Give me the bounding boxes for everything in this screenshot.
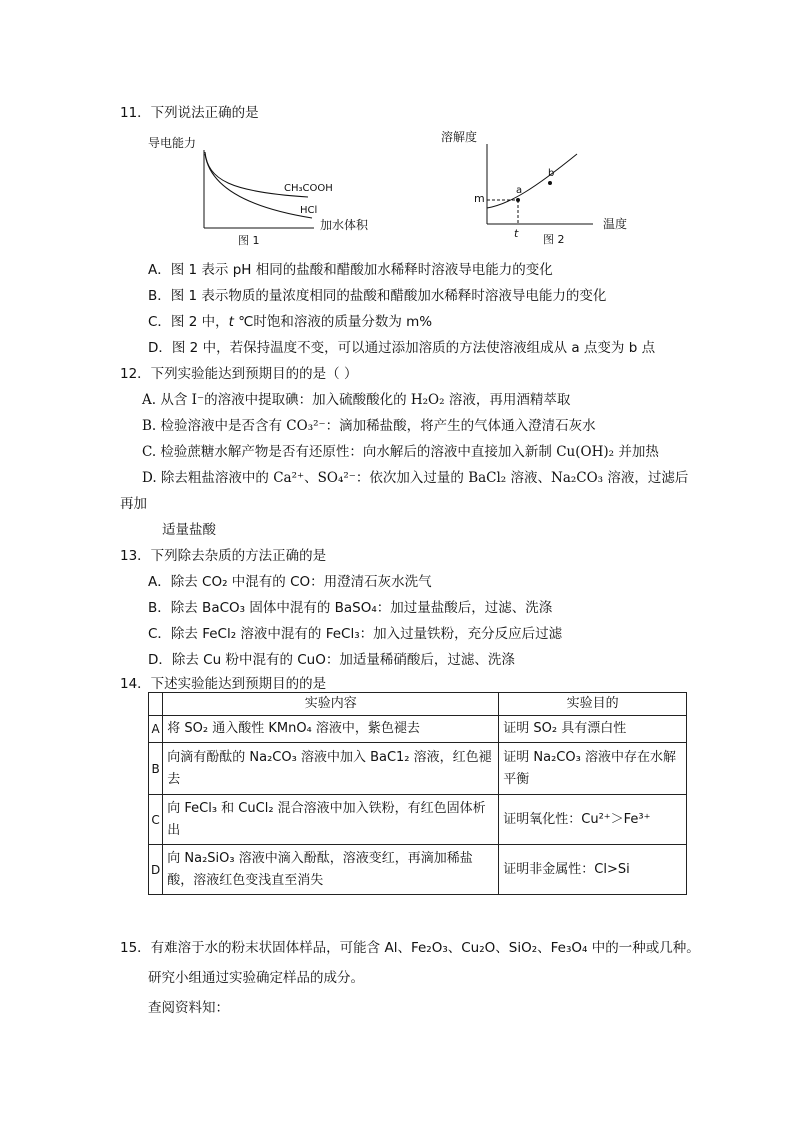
table-row [149,845,687,895]
q11-option-c-t: t [228,314,234,330]
q15-line-3: 查阅资料知： [148,1000,229,1016]
row-purpose: 证明非金属性：Cl>Si [499,845,687,895]
q13-option-a: A．除去 CO₂ 中混有的 CO：用澄清石灰水洗气 [148,574,432,590]
q12-option-a: A. 从含 I⁻的溶液中提取碘：加入硫酸酸化的 H₂O₂ 溶液，再用酒精萃取 [142,392,571,408]
table-row [149,795,687,845]
fig2-point-b [548,181,552,185]
row-content: 将 SO₂ 通入酸性 KMnO₄ 溶液中，紫色褪去 [163,716,499,743]
fig2-label-b: b [548,168,555,179]
fig2-label-t: t [514,227,519,240]
fig2-label-m: m [474,192,485,205]
q13-option-c: C．除去 FeCl₂ 溶液中混有的 FeCl₃：加入过量铁粉，充分反应后过滤 [148,626,563,642]
fig2-caption: 图 2 [543,233,565,246]
q12-option-c: C. 检验蔗糖水解产物是否有还原性：向水解后的溶液中直接加入新制 Cu(OH)₂ 并加热 [142,444,659,460]
q14-header-purpose: 实验目的 [499,693,687,716]
q12-option-d-cont: 再加 [120,496,147,512]
q11-option-c-part2: ℃时饱和溶液的质量分数为 m% [233,314,433,330]
row-label: C [149,795,163,845]
q11-option-b: B．图 1 表示物质的量浓度相同的盐酸和醋酸加水稀释时溶液导电能力的变化 [148,288,607,304]
q15-line-2: 研究小组通过实验确定样品的成分。 [148,970,364,986]
row-label: A [149,716,163,743]
row-label: B [149,743,163,795]
figure-1 [140,130,380,250]
row-content: 向滴有酚酞的 Na₂CO₃ 溶液中加入 BaC1₂ 溶液，红色褪去 [163,743,499,795]
fig2-xlabel: 温度 [603,217,628,231]
q15-line-1: 15．有难溶于水的粉末状固体样品，可能含 Al、Fe₂O₃、Cu₂O、SiO₂、Fe₃O₄ 中的一种或几种。 [120,940,700,956]
q12-option-d-cont2: 适量盐酸 [162,522,216,538]
q14-header-content: 实验内容 [163,693,499,716]
q12-option-b: B. 检验溶液中是否含有 CO₃²⁻：滴加稀盐酸，将产生的气体通入澄清石灰水 [142,418,596,434]
q14-table-header [149,693,687,716]
table-row [149,716,687,743]
row-content: 向 FeCl₃ 和 CuCl₂ 混合溶液中加入铁粉，有红色固体析出 [163,795,499,845]
q13-option-b: B．除去 BaCO₃ 固体中混有的 BaSO₄：加过量盐酸后，过滤、洗涤 [148,600,553,616]
q14-table [148,692,687,895]
q13-option-d: D．除去 Cu 粉中混有的 CuO：加适量稀硝酸后，过滤、洗涤 [148,652,515,668]
row-purpose: 证明 SO₂ 具有漂白性 [499,716,687,743]
fig1-caption: 图 1 [238,234,260,247]
figure-2 [435,126,635,248]
q14-stem: 14．下述实验能达到预期目的的是 [120,676,327,692]
q11-option-c [148,310,432,330]
q13-stem: 13．下列除去杂质的方法正确的是 [120,548,327,564]
fig2-point-a [516,198,520,202]
q11-option-a: A．图 1 表示 pH 相同的盐酸和醋酸加水稀释时溶液导电能力的变化 [148,262,553,278]
table-row [149,743,687,795]
q11-option-c-part1: C．图 2 中， [148,314,229,330]
q12-option-d: D. 除去粗盐溶液中的 Ca²⁺、SO₄²⁻：依次加入过量的 BaCl₂ 溶液、Na₂CO₃ 溶液，过滤后 [142,470,689,486]
q11-stem: 11．下列说法正确的是 [120,105,259,121]
q12-stem: 12．下列实验能达到预期目的的是（ ） [120,366,358,382]
fig2-solubility-curve [487,154,577,208]
fig2-ylabel: 溶解度 [441,130,478,144]
fig1-ylabel: 导电能力 [148,136,197,150]
q11-option-d: D．图 2 中，若保持温度不变，可以通过添加溶质的方法使溶液组成从 a 点变为 b 点 [148,340,656,356]
row-content: 向 Na₂SiO₃ 溶液中滴入酚酞，溶液变红，再滴加稀盐酸，溶液红色变浅直至消失 [163,845,499,895]
row-purpose: 证明氧化性：Cu²⁺＞Fe³⁺ [499,795,687,845]
fig2-label-a: a [516,185,523,196]
fig1-label-hcl: HCl [300,205,318,216]
fig1-xlabel: 加水体积 [320,218,369,232]
fig1-label-ch3cooh: CH₃COOH [284,183,333,194]
row-label: D [149,845,163,895]
row-purpose: 证明 Na₂CO₃ 溶液中存在水解平衡 [499,743,687,795]
